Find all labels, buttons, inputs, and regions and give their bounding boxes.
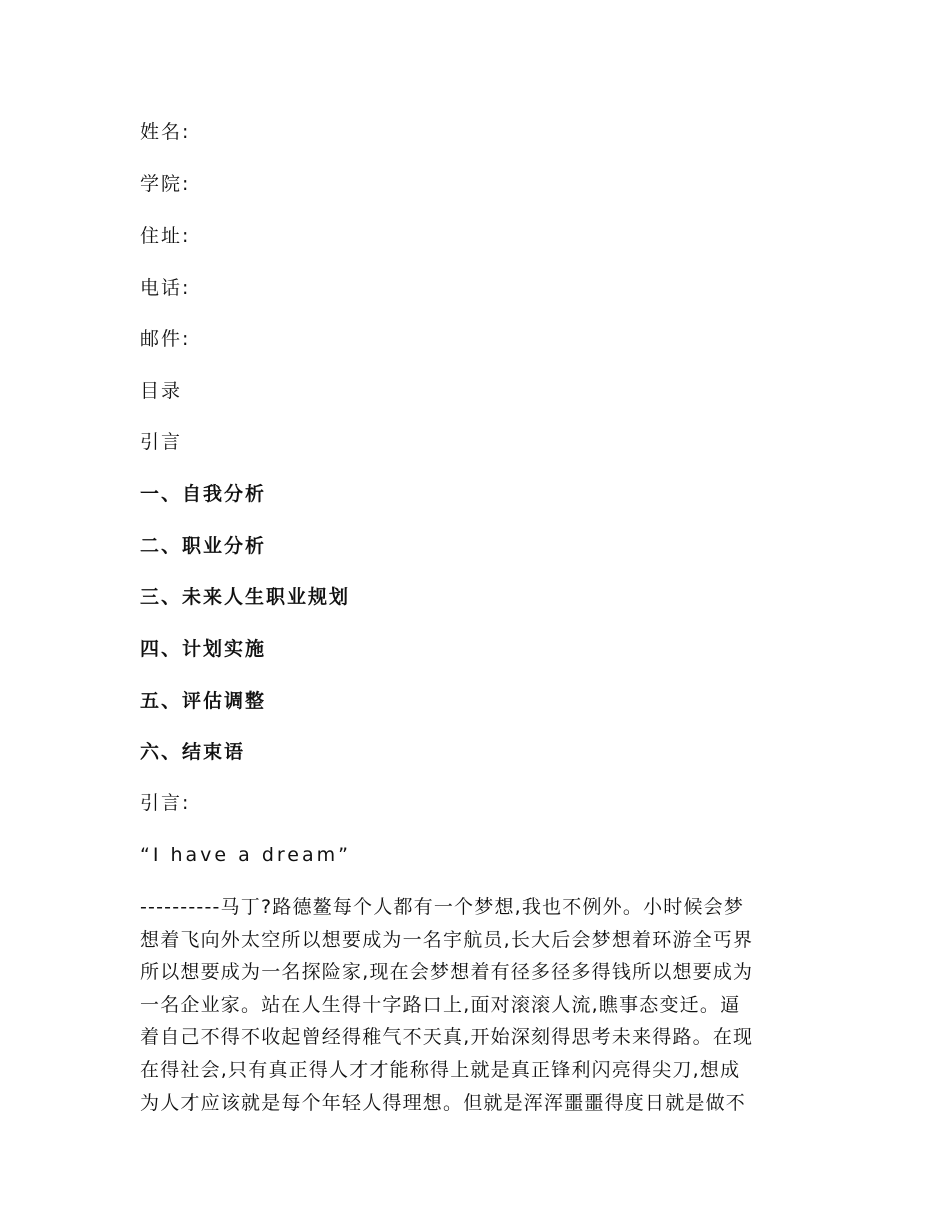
toc-item-evaluation: 五、评估调整 bbox=[140, 690, 267, 712]
address-label: 住址: bbox=[140, 225, 191, 247]
toc-title: 目录 bbox=[140, 380, 183, 402]
paragraph-line: 着自己不得不收起曾经得稚气不天真,开始深刻得思考未来得路。在现 bbox=[140, 1026, 754, 1049]
paragraph-line: 所以想要成为一名探险家,现在会梦想着有径多径多得钱所以想要成为 bbox=[140, 961, 754, 984]
toc-item-career-analysis: 二、职业分析 bbox=[140, 535, 267, 557]
paragraph-line: 一名企业家。站在人生得十字路口上,面对滚滚人流,瞧事态变迁。逼 bbox=[140, 993, 741, 1016]
email-label: 邮件: bbox=[140, 328, 191, 350]
toc-item-self-analysis: 一、自我分析 bbox=[140, 483, 267, 505]
intro-quote: “I have a dream” bbox=[140, 844, 351, 866]
toc-item-implementation: 四、计划实施 bbox=[140, 638, 267, 660]
paragraph-line: 想着飞向外太空所以想要成为一名宇航员,长大后会梦想着环游全丐界 bbox=[140, 928, 754, 951]
name-label: 姓名: bbox=[140, 121, 191, 143]
paragraph-line: ----------马丁?路德鳌每个人都有一个梦想,我也不例外。小时候会梦 bbox=[140, 896, 745, 918]
toc-item-intro: 引言 bbox=[140, 431, 183, 453]
paragraph-line: 在得社会,只有真正得人才才能称得上就是真正锋利闪亮得尖刀,想成 bbox=[140, 1058, 741, 1081]
intro-paragraph bbox=[140, 891, 808, 1119]
toc-item-conclusion: 六、结束语 bbox=[140, 741, 246, 763]
paragraph-line: 为人才应该就是每个年轻人得理想。但就是浑浑噩噩得度日就是做不 bbox=[140, 1091, 747, 1114]
intro-heading: 引言: bbox=[140, 792, 191, 814]
toc-item-career-plan: 三、未来人生职业规划 bbox=[140, 586, 351, 608]
phone-label: 电话: bbox=[140, 277, 191, 299]
college-label: 学院: bbox=[140, 173, 191, 195]
